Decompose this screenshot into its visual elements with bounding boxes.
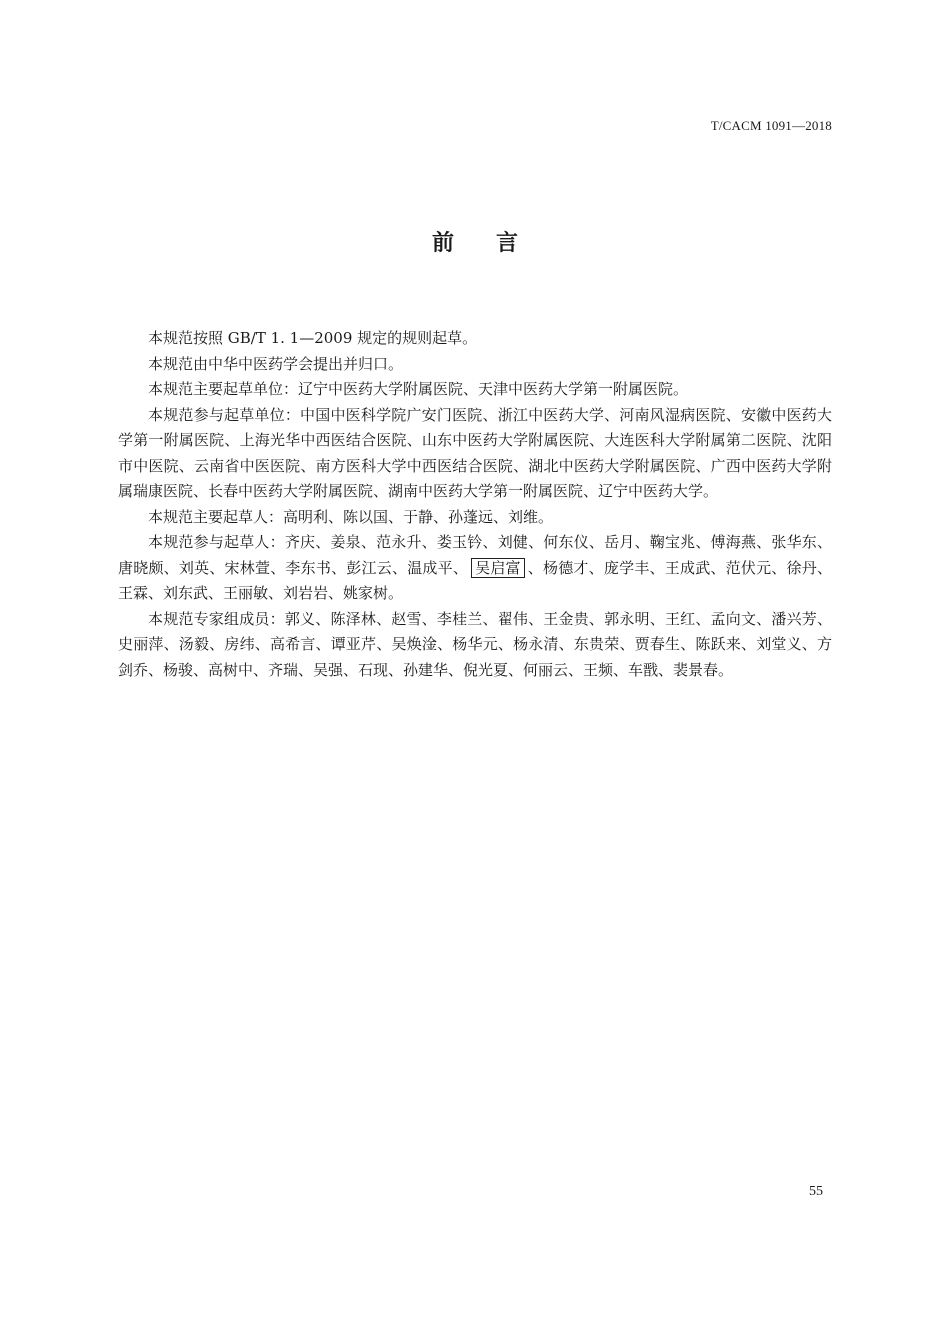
- paragraph-main-units: 本规范主要起草单位：辽宁中医药大学附属医院、天津中医药大学第一附属医院。: [148, 380, 689, 398]
- page-number: 55: [809, 1184, 823, 1199]
- drafters-text-after: 、杨德才、庞学丰、王成武、范伏元、徐丹、王霖、刘东武、王丽敏、刘岩岩、姚家树。: [118, 558, 832, 602]
- page-title: 前言: [431, 231, 560, 256]
- paragraph-participating-units: 本规范参与起草单位：中国中医科学院广安门医院、浙江中医药大学、河南风湿病医院、安徽中医药大学第一附属医院、上海光华中西医结合医院、山东中医药大学附属医院、大连医科大学附属第二医院、沈阳市中医院、云南省中医医院、南方医科大学中西医结合医院、湖北中医药大学附属医院、广西中医药大学附属瑞康医院、长春中医药大学附属医院、湖南中医药大学第一附属医院、辽宁中医药大学。: [118, 405, 832, 500]
- paragraph-participating-drafters: [118, 530, 832, 607]
- drafters-text-before: 本规范参与起草人：齐庆、姜泉、范永升、娄玉钤、刘健、何东仪、岳月、鞠宝兆、傅海燕、张华东、唐晓颇、刘英、宋林萱、李东书、彭江云、温成平、: [118, 533, 832, 577]
- foreword-body: [118, 326, 832, 683]
- paragraph-proposer: 本规范由中华中医药学会提出并归口。: [148, 354, 404, 373]
- highlighted-name-box: 吴启富: [471, 558, 525, 578]
- document-code: T/CACM 1091—2018: [710, 118, 832, 133]
- paragraph-main-drafters: 本规范主要起草人：高明利、陈以国、于静、孙蓬远、刘维。: [148, 507, 554, 526]
- paragraph-expert-group: 本规范专家组成员：郭义、陈泽林、赵雪、李桂兰、翟伟、王金贵、郭永明、王红、孟向文、潘兴芳、史丽萍、汤毅、房纬、高希言、谭亚芹、吴焕淦、杨华元、杨永清、东贵荣、贾春生、陈跃来、刘堂义、方剑乔、杨骏、高树中、齐瑞、吴强、石现、孙建华、倪光夏、何丽云、王频、车戬、裴景春。: [118, 609, 832, 679]
- paragraph-drafting-rules: 本规范按照 GB/T 1. 1—2009 规定的规则起草。: [148, 329, 478, 347]
